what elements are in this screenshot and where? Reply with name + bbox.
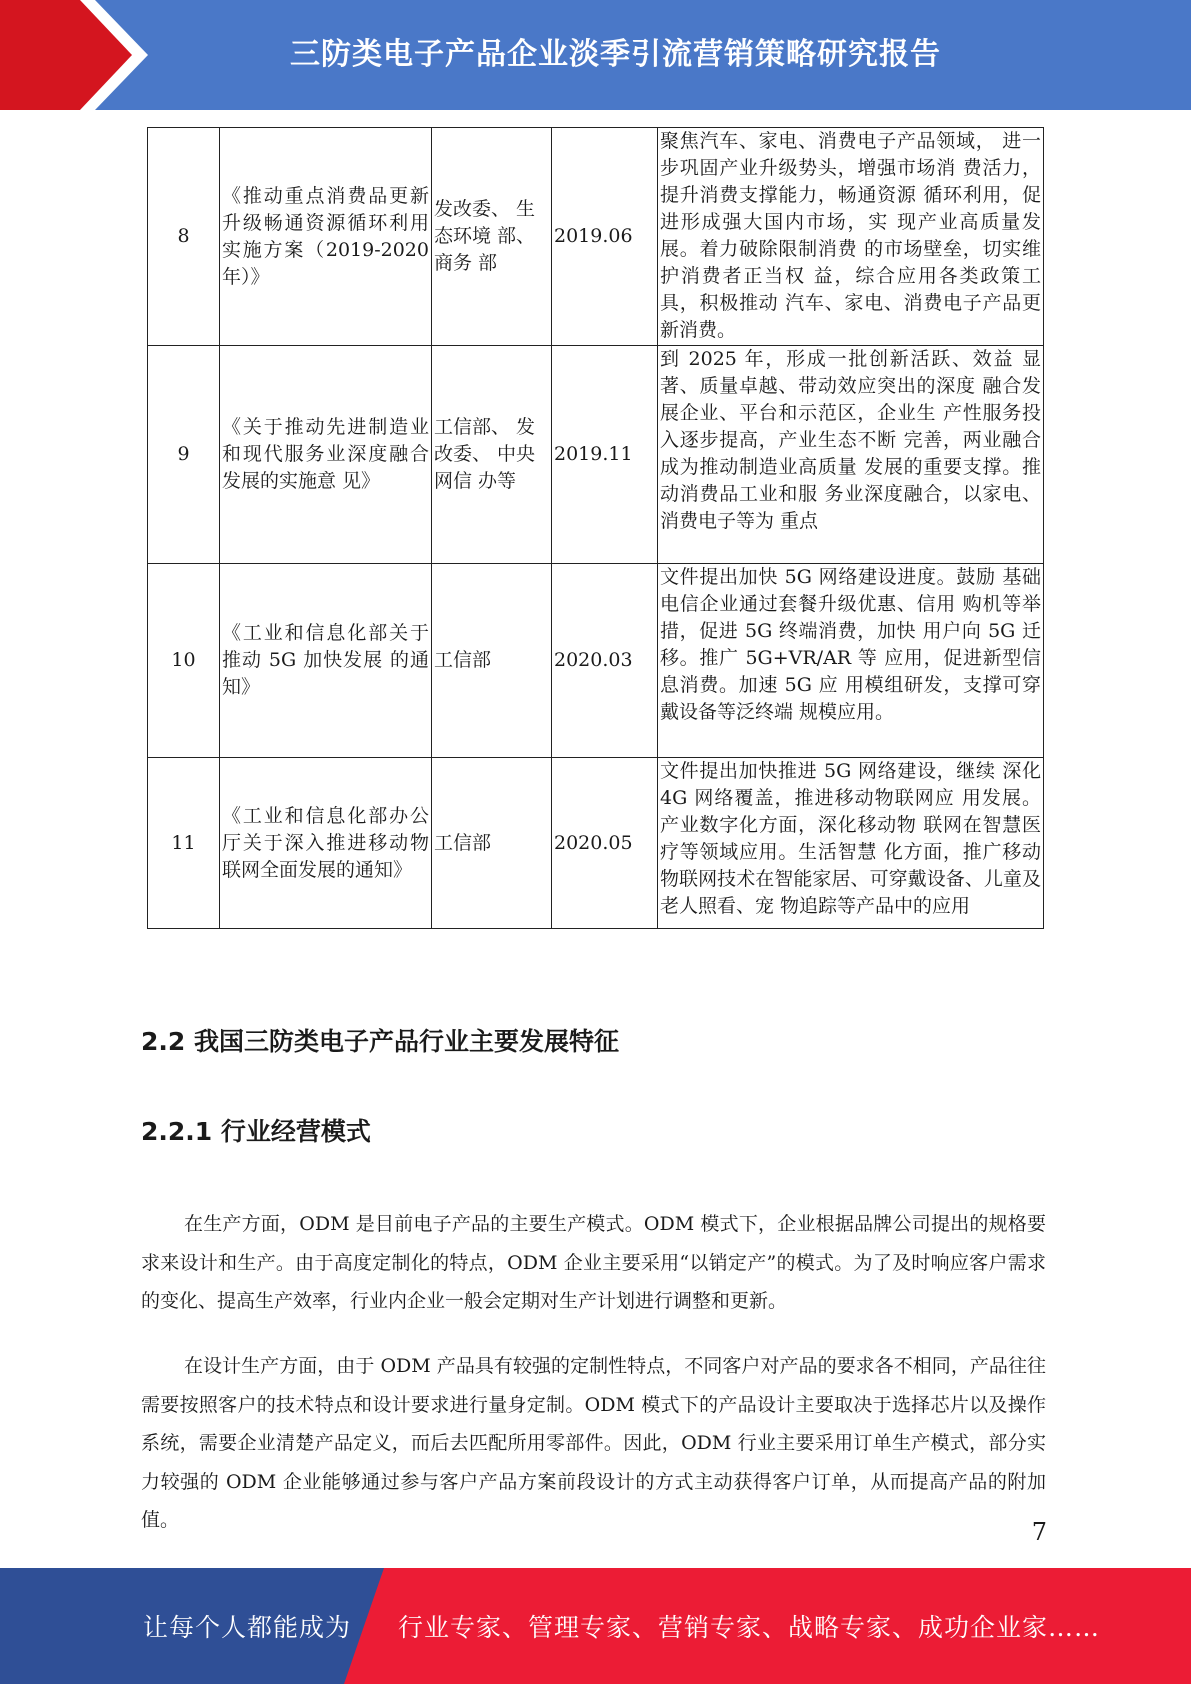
policy-description: 聚焦汽车、家电、消费电子产品领域， 进一步巩固产业升级势头，增强市场消 费活力，提升消费支撑能力，畅通资源 循环利用，促进形成强大国内市场，实 现产业高质量发展。着力破除限制消费 的市场壁垒，切实维护消费者正当权 益，综合应用各类政策工具，积极推动 汽车、家电、消费电子产品更新消费。 [658,128,1044,346]
header-title: 三防类电子产品企业淡季引流营销策略研究报告 [290,37,941,72]
page-header [0,0,1191,110]
issue-date: 2019.11 [552,346,658,564]
table-row [148,758,1044,929]
footer-roles: 行业专家、管理专家、营销专家、战略专家、成功企业家…… [398,1613,1101,1642]
policy-description: 文件提出加快推进 5G 网络建设，继续 深化 4G 网络覆盖，推进移动物联网应 用发展。产业数字化方面，深化移动物 联网在智慧医疗等领域应用。生活智慧 化方面，推广移动物联网技术在智能家居、可穿戴设备、儿童及老人照看、宠 物追踪等产品中的应用 [658,758,1044,929]
body-paragraph: 在设计生产方面，由于 ODM 产品具有较强的定制性特点，不同客户对产品的要求各不相同，产品往往需要按照客户的技术特点和设计要求进行量身定制。ODM 模式下的产品设计主要取决于选择芯片以及操作系统，需要企业清楚产品定义，而后去匹配所用零部件。因此，ODM 行业主要采用订单生产模式，部分实力较强的 ODM 企业能够通过参与客户产品方案前段设计的方式主动获得客户订单，从而提高产品的附加值。 [141,1355,1046,1531]
row-number: 8 [148,128,220,346]
issue-date: 2020.03 [552,564,658,758]
policy-table [147,127,1044,929]
issue-date: 2020.05 [552,758,658,929]
policy-name: 《推动重点消费品更新升级畅通资源循环利用实施方案（2019-2020 年）》 [220,128,432,346]
row-number: 10 [148,564,220,758]
issuing-department: 工信部、 发改委、 中央网信 办等 [432,346,552,564]
section-heading: 2.2 我国三防类电子产品行业主要发展特征 [141,1027,619,1056]
issue-date: 2019.06 [552,128,658,346]
page-number: 7 [1031,1518,1047,1546]
policy-description: 文件提出加快 5G 网络建设进度。鼓励 基础电信企业通过套餐升级优惠、信用 购机等举措，促进 5G 终端消费，加快 用户向 5G 迁移。推广 5G+VR/AR 等 应用，促进新型信息消费。加速 5G 应 用模组研发，支撑可穿戴设备等泛终端 规模应用。 [658,564,1044,758]
issuing-department: 发改委、 生态环境 部、商务 部 [432,128,552,346]
policy-description: 到 2025 年，形成一批创新活跃、效益 显著、质量卓越、带动效应突出的深度 融合发展企业、平台和示范区，企业生 产性服务投入逐步提高，产业生态不断 完善，两业融合成为推动制造业高质量 发展的重要支撑。推动消费品工业和服 务业深度融合，以家电、消费电子等为 重点 [658,346,1044,564]
page-footer [0,1568,1191,1684]
policy-name: 《工业和信息化部办公厅关于深入推进移动物联网全面发展的通知》 [220,758,432,929]
policy-name: 《关于推动先进制造业和现代服务业深度融合发展的实施意 见》 [220,346,432,564]
policy-name: 《工业和信息化部关于推动 5G 加快发展 的通知》 [220,564,432,758]
body-paragraph: 在生产方面，ODM 是目前电子产品的主要生产模式。ODM 模式下，企业根据品牌公司提出的规格要求来设计和生产。由于高度定制化的特点，ODM 企业主要采用“以销定产”的模式。为了及时响应客户需求的变化、提高生产效率，行业内企业一般会定期对生产计划进行调整和更新。 [141,1213,1046,1312]
issuing-department: 工信部 [432,564,552,758]
subsection-heading: 2.2.1 行业经营模式 [141,1117,371,1146]
issuing-department: 工信部 [432,758,552,929]
row-number: 9 [148,346,220,564]
footer-slogan: 让每个人都能成为 [143,1613,352,1642]
table-row [148,128,1044,346]
table-row [148,346,1044,564]
row-number: 11 [148,758,220,929]
table-row [148,564,1044,758]
